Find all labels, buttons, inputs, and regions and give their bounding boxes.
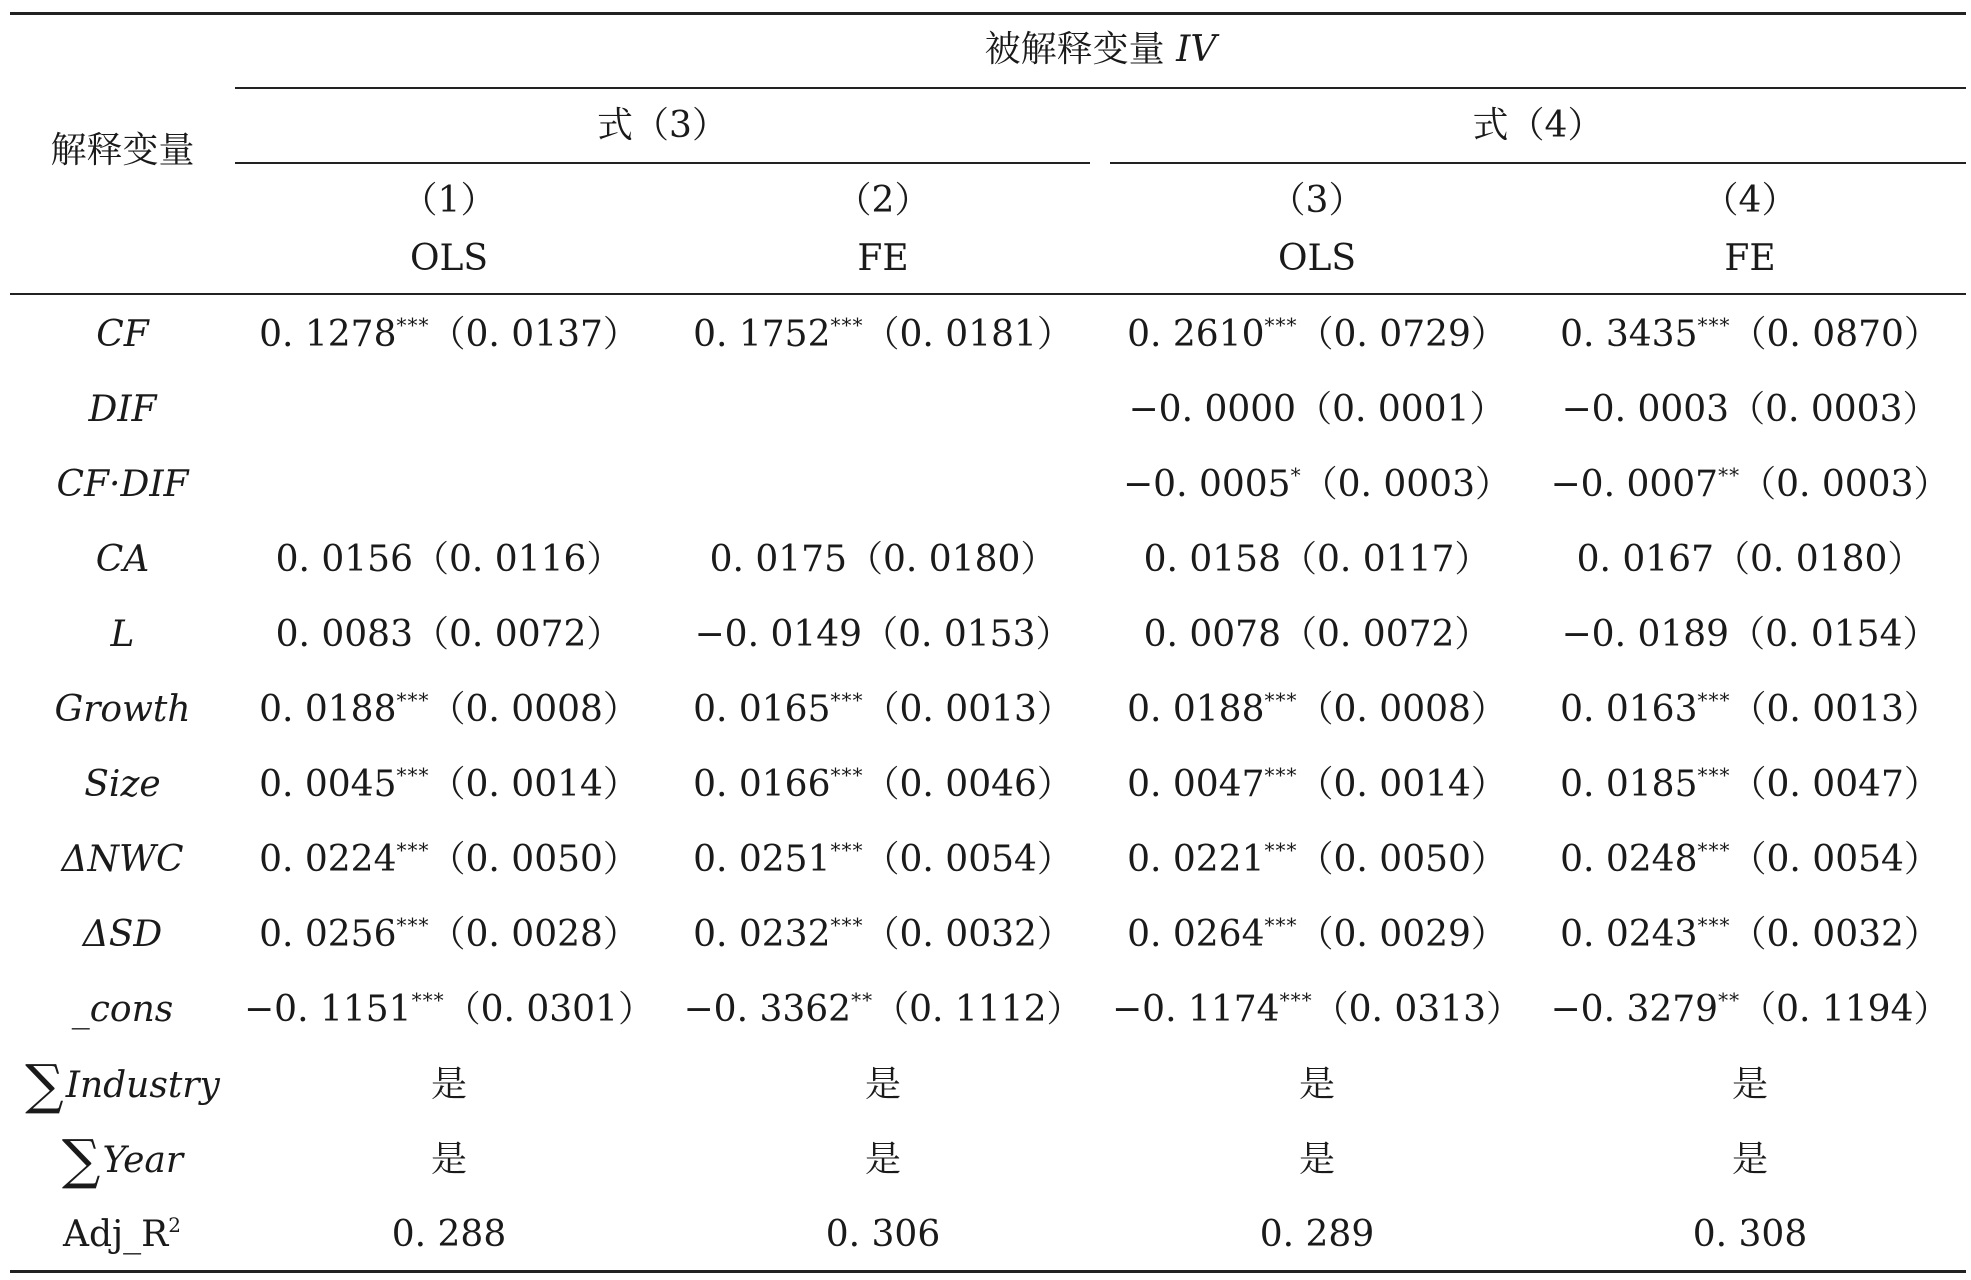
coefficient: 0. 0264 bbox=[1127, 914, 1265, 955]
standard-error: （0. 0013） bbox=[1730, 689, 1940, 730]
standard-error: （0. 0028） bbox=[429, 914, 639, 955]
table-cell bbox=[234, 988, 664, 1032]
coefficient: 0. 3435 bbox=[1560, 314, 1698, 355]
standard-error: （0. 0072） bbox=[413, 614, 623, 655]
standard-error: （0. 0014） bbox=[1297, 764, 1507, 805]
table-cell bbox=[1535, 688, 1965, 732]
table-cell bbox=[234, 763, 664, 807]
standard-error: （0. 0013） bbox=[863, 689, 1073, 730]
row-label: L bbox=[110, 614, 135, 655]
column-method-2: FE bbox=[857, 238, 909, 279]
group-3-rule bbox=[235, 162, 1090, 164]
significance-stars: *** bbox=[830, 313, 864, 337]
standard-error: （0. 0054） bbox=[1730, 839, 1940, 880]
significance-stars: *** bbox=[830, 913, 864, 937]
significance-stars: *** bbox=[1264, 313, 1298, 337]
fixed-effect-value: 是 bbox=[430, 1139, 467, 1180]
fixed-effect-value: 是 bbox=[430, 1064, 467, 1105]
standard-error: （0. 0117） bbox=[1281, 539, 1491, 580]
table-cell bbox=[1535, 913, 1965, 957]
fixed-effect-value: 是 bbox=[1298, 1139, 1335, 1180]
significance-stars: *** bbox=[1264, 763, 1298, 787]
significance-stars: *** bbox=[1264, 688, 1298, 712]
standard-error: （0. 0008） bbox=[1297, 689, 1507, 730]
coefficient: 0. 0165 bbox=[693, 689, 831, 730]
dependent-var-text: 被解释变量 bbox=[984, 29, 1165, 70]
adj-r2-value: 0. 308 bbox=[1692, 1214, 1808, 1255]
column-number-4: （4） bbox=[1702, 180, 1798, 221]
coefficient: −0. 1151 bbox=[244, 989, 412, 1030]
significance-stars: *** bbox=[396, 688, 430, 712]
coefficient: 0. 0167 bbox=[1576, 539, 1714, 580]
coefficient: 0. 0224 bbox=[259, 839, 397, 880]
table-cell bbox=[1535, 988, 1965, 1032]
standard-error: （0. 0003） bbox=[1740, 464, 1950, 505]
dependent-var-header bbox=[235, 28, 1966, 72]
row-label: Growth bbox=[54, 689, 191, 730]
table-cell bbox=[668, 688, 1098, 732]
adj-r2-text: Adj_R bbox=[62, 1214, 169, 1255]
fixed-effect-name: Industry bbox=[65, 1065, 220, 1106]
standard-error: （0. 0050） bbox=[1297, 839, 1507, 880]
standard-error: （0. 0313） bbox=[1312, 989, 1522, 1030]
table-cell bbox=[234, 688, 664, 732]
significance-stars: *** bbox=[396, 313, 430, 337]
coefficient: 0. 0175 bbox=[709, 539, 847, 580]
standard-error: （0. 0050） bbox=[429, 839, 639, 880]
significance-stars: ** bbox=[1718, 463, 1741, 487]
standard-error: （0. 0301） bbox=[444, 989, 654, 1030]
dependent-var-rule bbox=[235, 87, 1966, 89]
coefficient: 0. 0248 bbox=[1560, 839, 1698, 880]
column-number-3: （3） bbox=[1269, 180, 1365, 221]
adj-r2-value: 0. 288 bbox=[391, 1214, 507, 1255]
standard-error: （0. 0181） bbox=[863, 314, 1073, 355]
fixed-effect-name: Year bbox=[102, 1140, 184, 1181]
standard-error: （0. 0001） bbox=[1296, 389, 1506, 430]
table-cell bbox=[1535, 313, 1965, 357]
standard-error: （0. 0180） bbox=[847, 539, 1057, 580]
coefficient: −0. 1174 bbox=[1112, 989, 1280, 1030]
significance-stars: *** bbox=[411, 988, 445, 1012]
standard-error: （0. 1194） bbox=[1740, 989, 1950, 1030]
table-cell bbox=[668, 763, 1098, 807]
table-cell bbox=[1102, 538, 1532, 582]
row-label: ΔSD bbox=[82, 914, 163, 955]
coefficient: 0. 0045 bbox=[259, 764, 397, 805]
adj-r2-value: 0. 289 bbox=[1259, 1214, 1375, 1255]
fixed-effect-value: 是 bbox=[864, 1064, 901, 1105]
table-cell bbox=[668, 838, 1098, 882]
coefficient: −0. 0007 bbox=[1550, 464, 1719, 505]
table-cell bbox=[1535, 463, 1965, 507]
standard-error: （0. 0137） bbox=[429, 314, 639, 355]
standard-error: （0. 0116） bbox=[413, 539, 623, 580]
group-header-4: 式（4） bbox=[1472, 105, 1604, 146]
standard-error: （0. 0180） bbox=[1714, 539, 1924, 580]
table-cell bbox=[1102, 463, 1532, 507]
coefficient: 0. 2610 bbox=[1127, 314, 1265, 355]
adj-r2-value: 0. 306 bbox=[825, 1214, 941, 1255]
coefficient: 0. 0083 bbox=[275, 614, 413, 655]
bottom-rule bbox=[10, 1270, 1966, 1273]
table-cell bbox=[1535, 538, 1965, 582]
adj-r2-superscript: 2 bbox=[168, 1213, 183, 1237]
table-cell bbox=[234, 538, 664, 582]
table-cell bbox=[1102, 388, 1532, 432]
column-number-1: （1） bbox=[401, 180, 497, 221]
standard-error: （0. 0072） bbox=[1281, 614, 1491, 655]
significance-stars: *** bbox=[1697, 313, 1731, 337]
standard-error: （0. 0008） bbox=[429, 689, 639, 730]
coefficient: 0. 0047 bbox=[1127, 764, 1265, 805]
coefficient: 0. 0221 bbox=[1127, 839, 1265, 880]
row-label: ΔNWC bbox=[61, 839, 184, 880]
coefficient: −0. 0149 bbox=[694, 614, 863, 655]
significance-stars: *** bbox=[1264, 838, 1298, 862]
adj-r2-label bbox=[10, 1213, 235, 1257]
sigma-symbol: ∑ bbox=[25, 1053, 64, 1116]
table-cell bbox=[234, 913, 664, 957]
standard-error: （0. 0046） bbox=[863, 764, 1073, 805]
standard-error: （0. 0729） bbox=[1297, 314, 1507, 355]
fixed-effect-value: 是 bbox=[864, 1139, 901, 1180]
table-cell bbox=[1102, 688, 1532, 732]
header-bottom-rule bbox=[10, 293, 1966, 295]
coefficient: −0. 0189 bbox=[1561, 614, 1730, 655]
row-label: Size bbox=[84, 764, 161, 805]
column-method-1: OLS bbox=[409, 238, 489, 279]
top-rule bbox=[10, 12, 1966, 15]
standard-error: （0. 0047） bbox=[1730, 764, 1940, 805]
coefficient: 0. 0078 bbox=[1143, 614, 1281, 655]
coefficient: 0. 0188 bbox=[259, 689, 397, 730]
significance-stars: ** bbox=[851, 988, 874, 1012]
coefficient: −0. 0005 bbox=[1123, 464, 1291, 505]
standard-error: （0. 0870） bbox=[1730, 314, 1940, 355]
significance-stars: *** bbox=[396, 913, 430, 937]
table-cell bbox=[668, 913, 1098, 957]
coefficient: −0. 3362 bbox=[683, 989, 852, 1030]
row-label: CF·DIF bbox=[56, 464, 189, 505]
table-cell bbox=[1102, 763, 1532, 807]
table-cell bbox=[668, 538, 1098, 582]
row-label: _cons bbox=[71, 989, 174, 1030]
coefficient: −0. 3279 bbox=[1550, 989, 1719, 1030]
significance-stars: *** bbox=[1697, 838, 1731, 862]
coefficient: 0. 0232 bbox=[693, 914, 831, 955]
table-cell bbox=[1535, 613, 1965, 657]
standard-error: （0. 0154） bbox=[1729, 614, 1939, 655]
table-cell bbox=[234, 838, 664, 882]
row-label: CA bbox=[95, 539, 150, 580]
sigma-symbol: ∑ bbox=[61, 1128, 101, 1191]
coefficient: 0. 1278 bbox=[259, 314, 397, 355]
fixed-effect-value: 是 bbox=[1731, 1064, 1768, 1105]
table-cell bbox=[668, 313, 1098, 357]
table-cell bbox=[1102, 913, 1532, 957]
fixed-effect-label bbox=[10, 1053, 235, 1116]
table-cell bbox=[1102, 838, 1532, 882]
coefficient: 0. 0156 bbox=[275, 539, 413, 580]
fixed-effect-value: 是 bbox=[1731, 1139, 1768, 1180]
table-cell bbox=[668, 988, 1098, 1032]
standard-error: （0. 0032） bbox=[1730, 914, 1940, 955]
table-cell bbox=[234, 313, 664, 357]
coefficient: −0. 0003 bbox=[1561, 389, 1730, 430]
group-4-rule bbox=[1110, 162, 1966, 164]
coefficient: 0. 1752 bbox=[693, 314, 831, 355]
table-cell bbox=[1535, 838, 1965, 882]
significance-stars: *** bbox=[1279, 988, 1313, 1012]
standard-error: （0. 0029） bbox=[1297, 914, 1507, 955]
coefficient: 0. 0251 bbox=[693, 839, 831, 880]
group-header-3: 式（3） bbox=[597, 105, 728, 146]
fixed-effect-label bbox=[10, 1128, 235, 1191]
row-header-label: 解释变量 bbox=[50, 130, 195, 171]
significance-stars: ** bbox=[1718, 988, 1741, 1012]
table-cell bbox=[1535, 388, 1965, 432]
significance-stars: *** bbox=[1697, 763, 1731, 787]
table-cell bbox=[1535, 763, 1965, 807]
significance-stars: *** bbox=[396, 838, 430, 862]
standard-error: （0. 0014） bbox=[429, 764, 639, 805]
significance-stars: *** bbox=[830, 838, 864, 862]
table-cell bbox=[1102, 313, 1532, 357]
table-cell bbox=[1102, 988, 1532, 1032]
row-label: CF bbox=[96, 314, 149, 355]
column-method-4: FE bbox=[1724, 238, 1776, 279]
coefficient: 0. 0256 bbox=[259, 914, 397, 955]
column-method-3: OLS bbox=[1277, 238, 1357, 279]
coefficient: 0. 0243 bbox=[1560, 914, 1698, 955]
significance-stars: * bbox=[1290, 463, 1302, 487]
row-label: DIF bbox=[88, 389, 157, 430]
significance-stars: *** bbox=[1697, 913, 1731, 937]
table-cell bbox=[234, 613, 664, 657]
significance-stars: *** bbox=[830, 688, 864, 712]
standard-error: （0. 0054） bbox=[863, 839, 1073, 880]
significance-stars: *** bbox=[1697, 688, 1731, 712]
significance-stars: *** bbox=[396, 763, 430, 787]
significance-stars: *** bbox=[830, 763, 864, 787]
coefficient: 0. 0158 bbox=[1143, 539, 1281, 580]
standard-error: （0. 0003） bbox=[1729, 389, 1939, 430]
column-number-2: （2） bbox=[835, 180, 931, 221]
coefficient: 0. 0188 bbox=[1127, 689, 1265, 730]
fixed-effect-value: 是 bbox=[1298, 1064, 1335, 1105]
table-cell bbox=[668, 613, 1098, 657]
coefficient: −0. 0000 bbox=[1128, 389, 1297, 430]
coefficient: 0. 0185 bbox=[1560, 764, 1698, 805]
standard-error: （0. 1112） bbox=[873, 989, 1083, 1030]
standard-error: （0. 0153） bbox=[862, 614, 1072, 655]
standard-error: （0. 0032） bbox=[863, 914, 1073, 955]
coefficient: 0. 0163 bbox=[1560, 689, 1698, 730]
table-cell bbox=[1102, 613, 1532, 657]
coefficient: 0. 0166 bbox=[693, 764, 831, 805]
standard-error: （0. 0003） bbox=[1301, 464, 1511, 505]
significance-stars: *** bbox=[1264, 913, 1298, 937]
dependent-var-symbol: IV bbox=[1176, 29, 1217, 70]
